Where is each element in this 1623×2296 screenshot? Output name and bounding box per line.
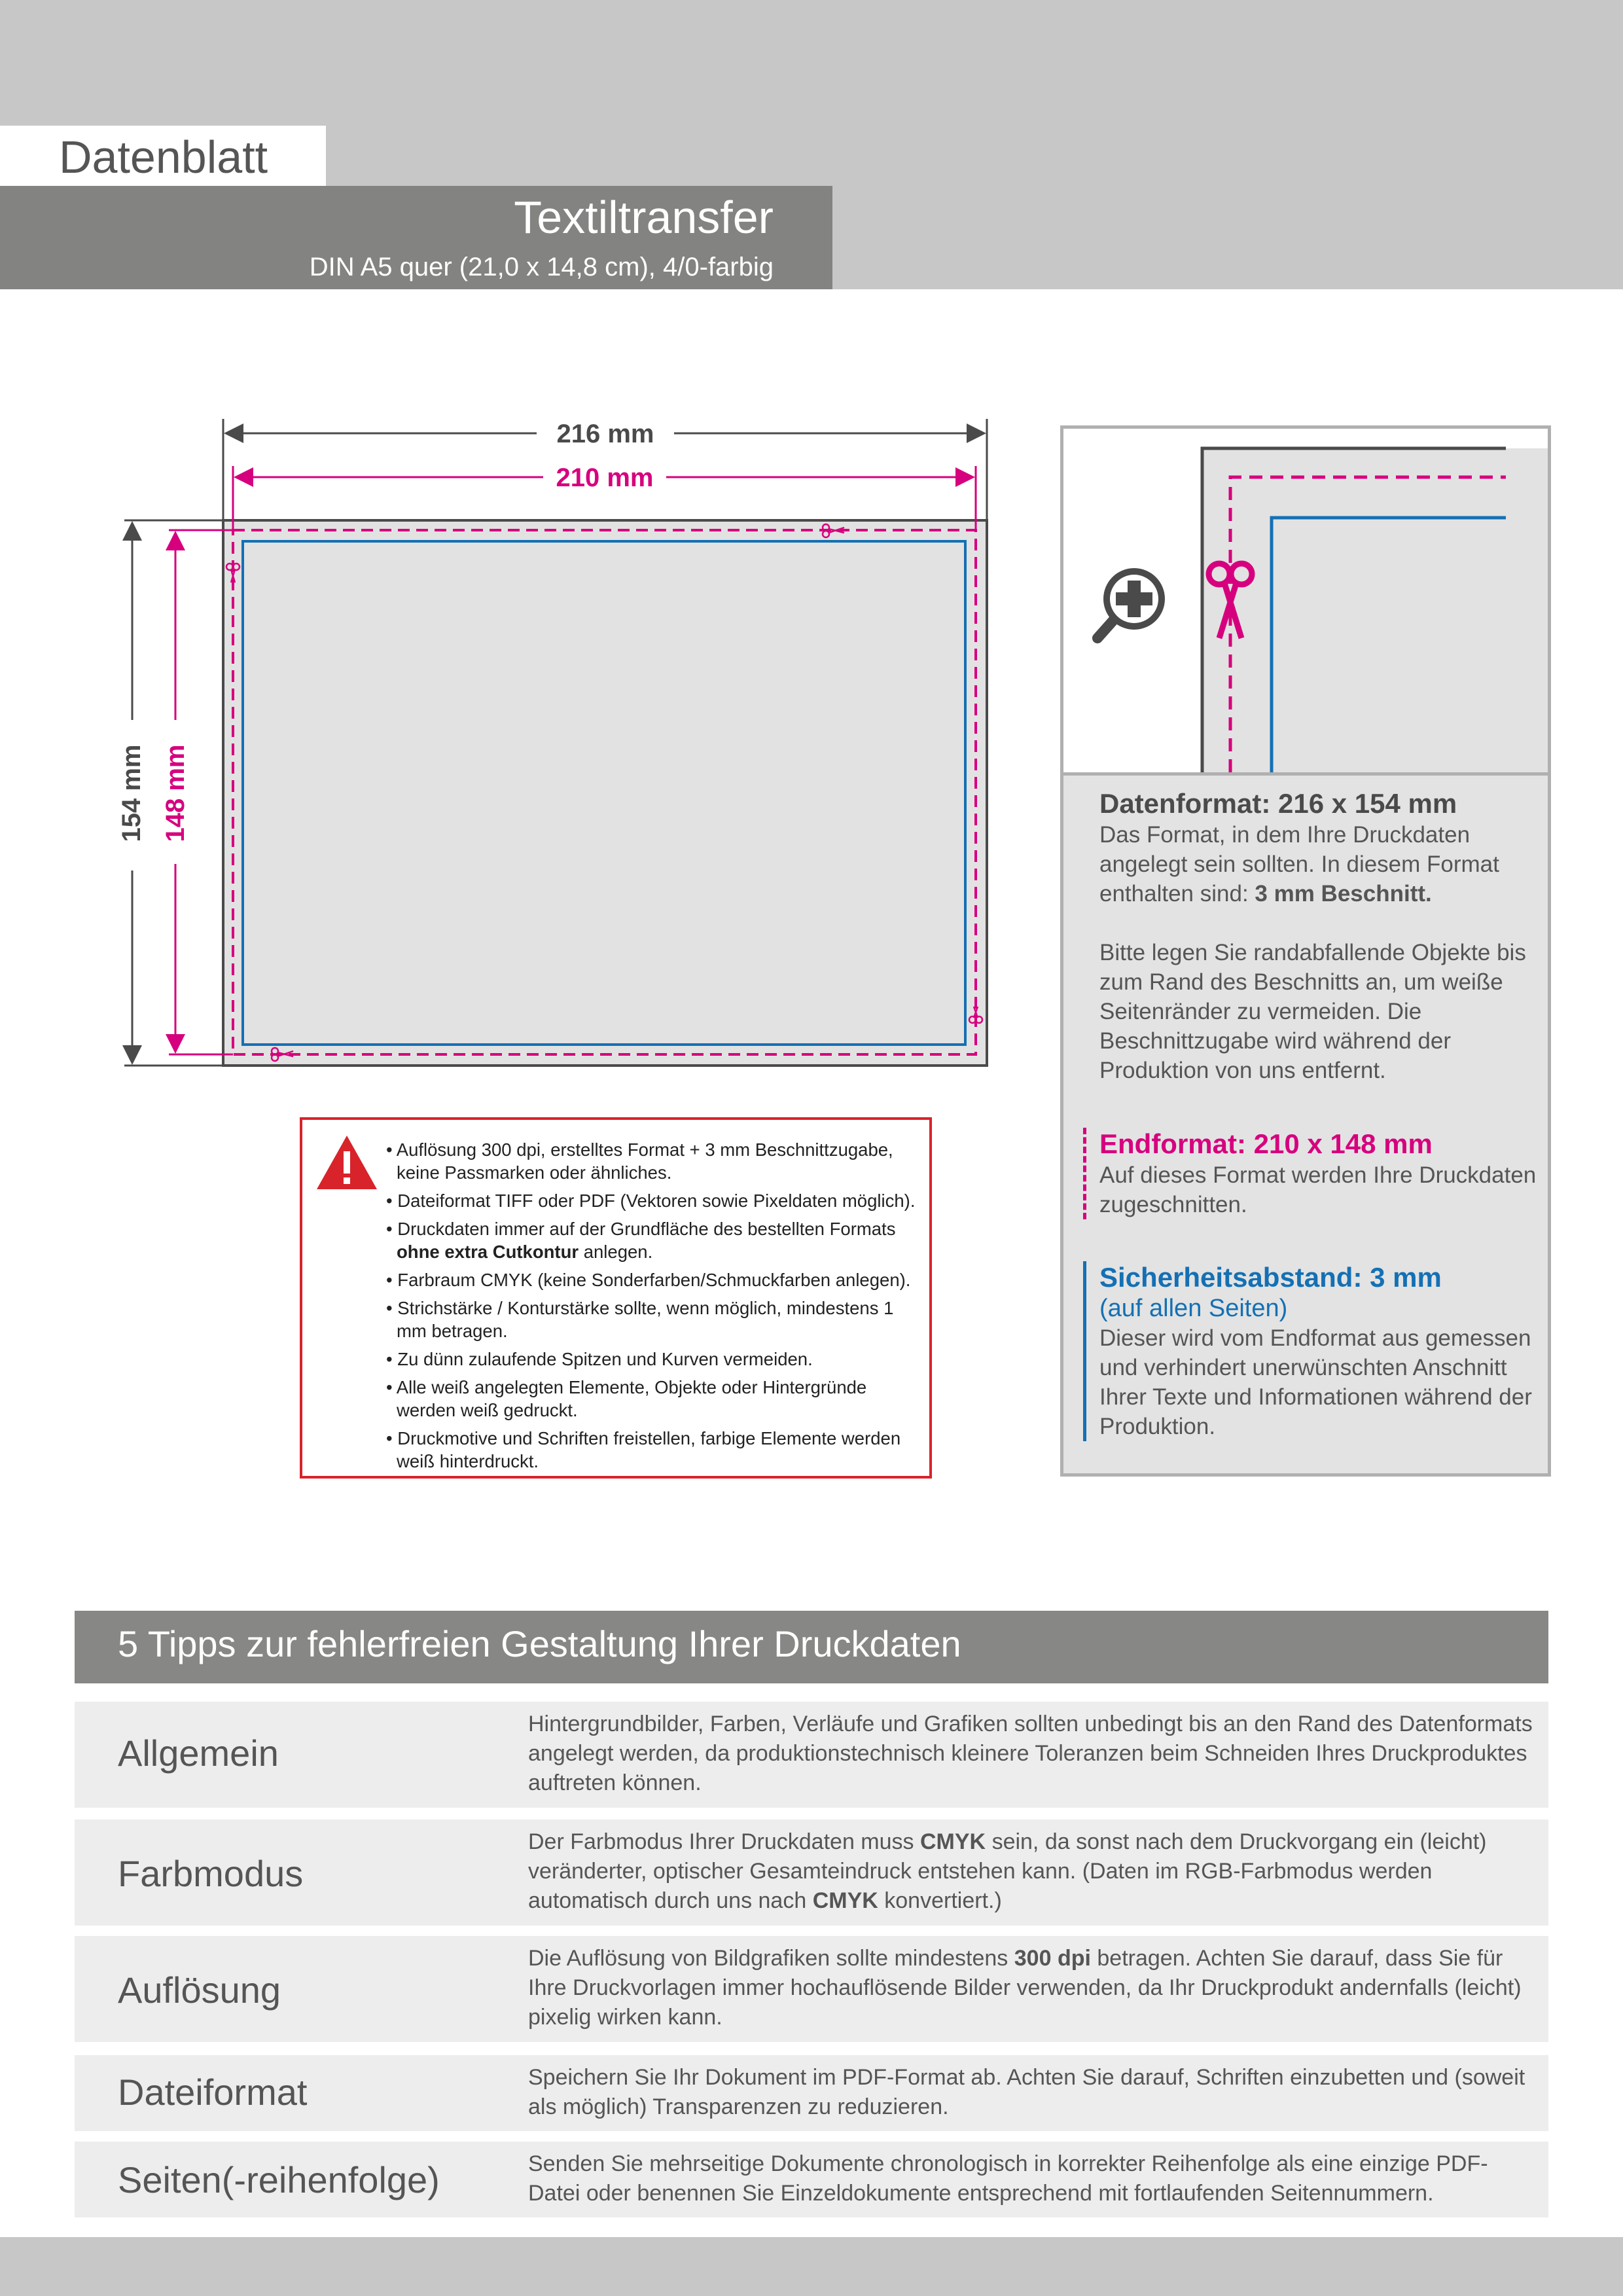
- zoom-detail-graphic: [1063, 429, 1548, 772]
- sicherheit-text: Dieser wird vom Endformat aus gemessen und verhindert unerwünschten Anschnitt Ihrer Texte und Informationen während der Produktion.: [1099, 1325, 1532, 1439]
- sicherheit-title: Sicherheitsabstand: 3 mm: [1099, 1262, 1442, 1293]
- format-diagram: [0, 0, 1021, 1100]
- warning-item: • Strichstärke / Konturstärke sollte, wenn möglich, mindestens 1 mm betragen.: [386, 1298, 894, 1341]
- warning-icon: [314, 1133, 380, 1192]
- tip-row-allgemein: [75, 1702, 1548, 1808]
- tips-header: [75, 1611, 1548, 1683]
- warning-item: • Alle weiß angelegten Elemente, Objekte oder Hintergründe werden weiß gedruckt.: [386, 1377, 867, 1420]
- endformat-section: [1083, 1128, 1538, 1219]
- tip-text: Der Farbmodus Ihrer Druckdaten muss CMYK sein, da sonst nach dem Druckvorgang ein (leicht) veränderter, optischer Gesamteindruck entstehen kann. (Daten im RGB-Farbmodus werden automatisch durch uns nach CMYK konvertiert.): [528, 1829, 1487, 1913]
- footer-band: [0, 2237, 1623, 2296]
- sicherheit-section: [1083, 1261, 1538, 1441]
- height-inner-label: 148 mm: [161, 744, 190, 842]
- tip-text: Die Auflösung von Bildgrafiken sollte mindestens 300 dpi betragen. Achten Sie darauf, dass Sie für Ihre Druckvorlagen immer hochauflösende Bilder verwenden, da Ihr Druckprodukt andernfalls (leicht) pixelig wirken kann.: [528, 1946, 1522, 2030]
- sicherheit-sub: (auf allen Seiten): [1099, 1295, 1288, 1322]
- page-title: Textiltransfer: [514, 192, 774, 243]
- warning-item: • Druckdaten immer auf der Grundfläche des bestellten Formats ohne extra Cutkontur anlegen.: [386, 1219, 896, 1262]
- endformat-text: Auf dieses Format werden Ihre Druckdaten zugeschnitten.: [1099, 1162, 1537, 1217]
- zoom-in-icon: [1097, 568, 1165, 638]
- tips-title: 5 Tipps zur fehlerfreien Gestaltung Ihrer Druckdaten: [118, 1623, 961, 1664]
- height-outer-label: 154 mm: [117, 744, 146, 842]
- page-subtitle: DIN A5 quer (21,0 x 14,8 cm), 4/0-farbig: [309, 253, 774, 281]
- tip-label: Auflösung: [118, 1969, 281, 2011]
- tip-text: Hintergrundbilder, Farben, Verläufe und Grafiken sollten unbedingt bis an den Rand des Datenformats angelegt werden, da produktionstechnisch kleinere Toleranzen beim Schneiden Ihres Druckproduktes auftreten können.: [528, 1712, 1533, 1795]
- warning-box: [300, 1117, 932, 1479]
- tip-label: Allgemein: [118, 1732, 279, 1774]
- tip-label: Farbmodus: [118, 1853, 304, 1894]
- warning-list: [386, 1138, 923, 1478]
- datenformat-title: Datenformat: 216 x 154 mm: [1099, 788, 1457, 819]
- tip-label: Seiten(-reihenfolge): [118, 2159, 440, 2200]
- tip-row-aufloesung: [75, 1936, 1548, 2042]
- doc-label: Datenblatt: [59, 132, 268, 183]
- tip-text: Speichern Sie Ihr Dokument im PDF-Format ab. Achten Sie darauf, Schriften einzubetten und (soweit als möglich) Transparenzen zu reduzieren.: [528, 2065, 1525, 2119]
- warning-item: • Zu dünn zulaufende Spitzen und Kurven vermeiden.: [386, 1349, 813, 1369]
- tip-text: Senden Sie mehrseitige Dokumente chronologisch in korrekter Reihenfolge als eine einzige PDF-Datei oder benennen Sie Einzeldokumente entsprechend mit fortlaufenden Seitennummern.: [528, 2151, 1488, 2206]
- tip-row-seiten: [75, 2142, 1548, 2217]
- info-panel: [1060, 425, 1551, 1477]
- data-format-rect: [223, 520, 987, 1066]
- warning-item: • Dateiformat TIFF oder PDF (Vektoren sowie Pixeldaten möglich).: [386, 1191, 916, 1211]
- tip-label: Dateiformat: [118, 2072, 308, 2113]
- datenformat-section: [1099, 787, 1538, 1085]
- warning-item: • Auflösung 300 dpi, erstelltes Format + 3 mm Beschnittzugabe, keine Passmarken oder ähnliches.: [386, 1139, 893, 1183]
- width-inner-label: 210 mm: [556, 463, 654, 492]
- warning-item: • Druckmotive und Schriften freistellen, farbige Elemente werden weiß hinterdruckt.: [386, 1428, 901, 1471]
- zoom-detail: [1063, 429, 1548, 776]
- datenformat-note: Bitte legen Sie randabfallende Objekte bis zum Rand des Beschnitts an, um weiße Seitenränder zu vermeiden. Die Beschnittzugabe wird während der Produktion von uns entfernt.: [1099, 940, 1526, 1083]
- tip-row-dateiformat: [75, 2055, 1548, 2131]
- endformat-title: Endformat: 210 x 148 mm: [1099, 1128, 1433, 1159]
- datenformat-text: Das Format, in dem Ihre Druckdaten angelegt sein sollten. In diesem Format enthalten sind: 3 mm Beschnitt.: [1099, 822, 1499, 906]
- width-outer-label: 216 mm: [556, 420, 654, 448]
- warning-item: • Farbraum CMYK (keine Sonderfarben/Schmuckfarben anlegen).: [386, 1270, 911, 1290]
- tip-row-farbmodus: [75, 1820, 1548, 1926]
